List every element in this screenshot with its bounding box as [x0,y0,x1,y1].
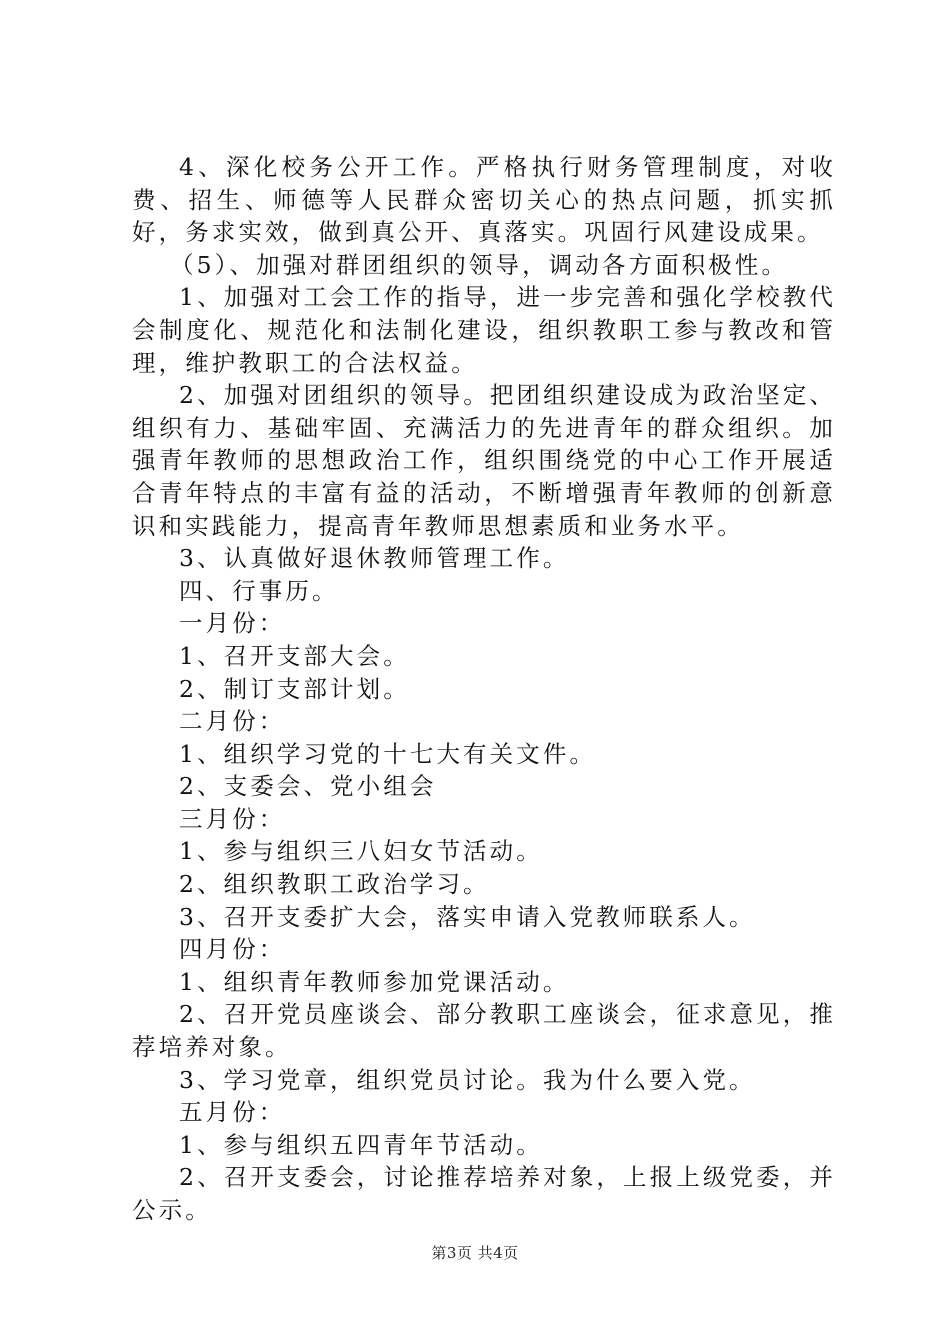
month-heading: 一月份： [179,609,286,638]
list-item: 2、组织教职工政治学习。 [179,870,490,899]
section-heading: 四、行事历。 [179,576,339,605]
paragraph: 2、加强对团组织的领导。把团组织建设成为政治坚定、组织有力、基础牢固、充满活力的先进青年的群众组织。加强青年教师的思想政治工作，组织围绕党的中心工作开展适合青年特点的丰富有益的活动，不断增强青年教师的创新意识和实践能力，提高青年教师思想素质和业务水平。 [132,381,836,540]
month-heading: 二月份： [179,707,286,736]
list-item: 3、召开支委扩大会，落实申请入党教师联系人。 [179,902,756,931]
list-item: 2、召开党员座谈会、部分教职工座谈会，征求意见，推荐培养对象。 [132,1000,836,1062]
list-item: 3、学习党章，组织党员讨论。我为什么要入党。 [179,1065,756,1094]
paragraph: 1、加强对工会工作的指导，进一步完善和强化学校教代会制度化、规范化和法制化建设，组织教职工参与教改和管理，维护教职工的合法权益。 [132,283,836,377]
list-item: 1、参与组织五四青年节活动。 [179,1130,543,1159]
paragraph: 3、认真做好退休教师管理工作。 [179,544,570,573]
list-item: 2、召开支委会，讨论推荐培养对象，上报上级党委，并公示。 [132,1163,836,1224]
month-heading: 五月份： [179,1098,286,1127]
page-number-footer: 第3页 共4页 [431,1244,519,1262]
list-item: 1、组织青年教师参加党课活动。 [179,967,570,996]
list-item: 2、制订支部计划。 [179,674,410,703]
list-item: 1、召开支部大会。 [179,641,410,670]
list-item: 1、组织学习党的十七大有关文件。 [179,739,597,768]
month-heading: 四月份： [179,935,286,964]
list-item: 1、参与组织三八妇女节活动。 [179,837,543,866]
document-body [132,151,836,1227]
paragraph: 4、深化校务公开工作。严格执行财务管理制度，对收费、招生、师德等人民群众密切关心的热点问题，抓实抓好，务求实效，做到真公开、真落实。巩固行风建设成果。 [132,153,836,247]
month-heading: 三月份： [179,804,286,833]
list-item: 2、支委会、党小组会 [179,772,437,801]
paragraph: （5）、加强对群团组织的领导，调动各方面积极性。 [170,250,789,279]
